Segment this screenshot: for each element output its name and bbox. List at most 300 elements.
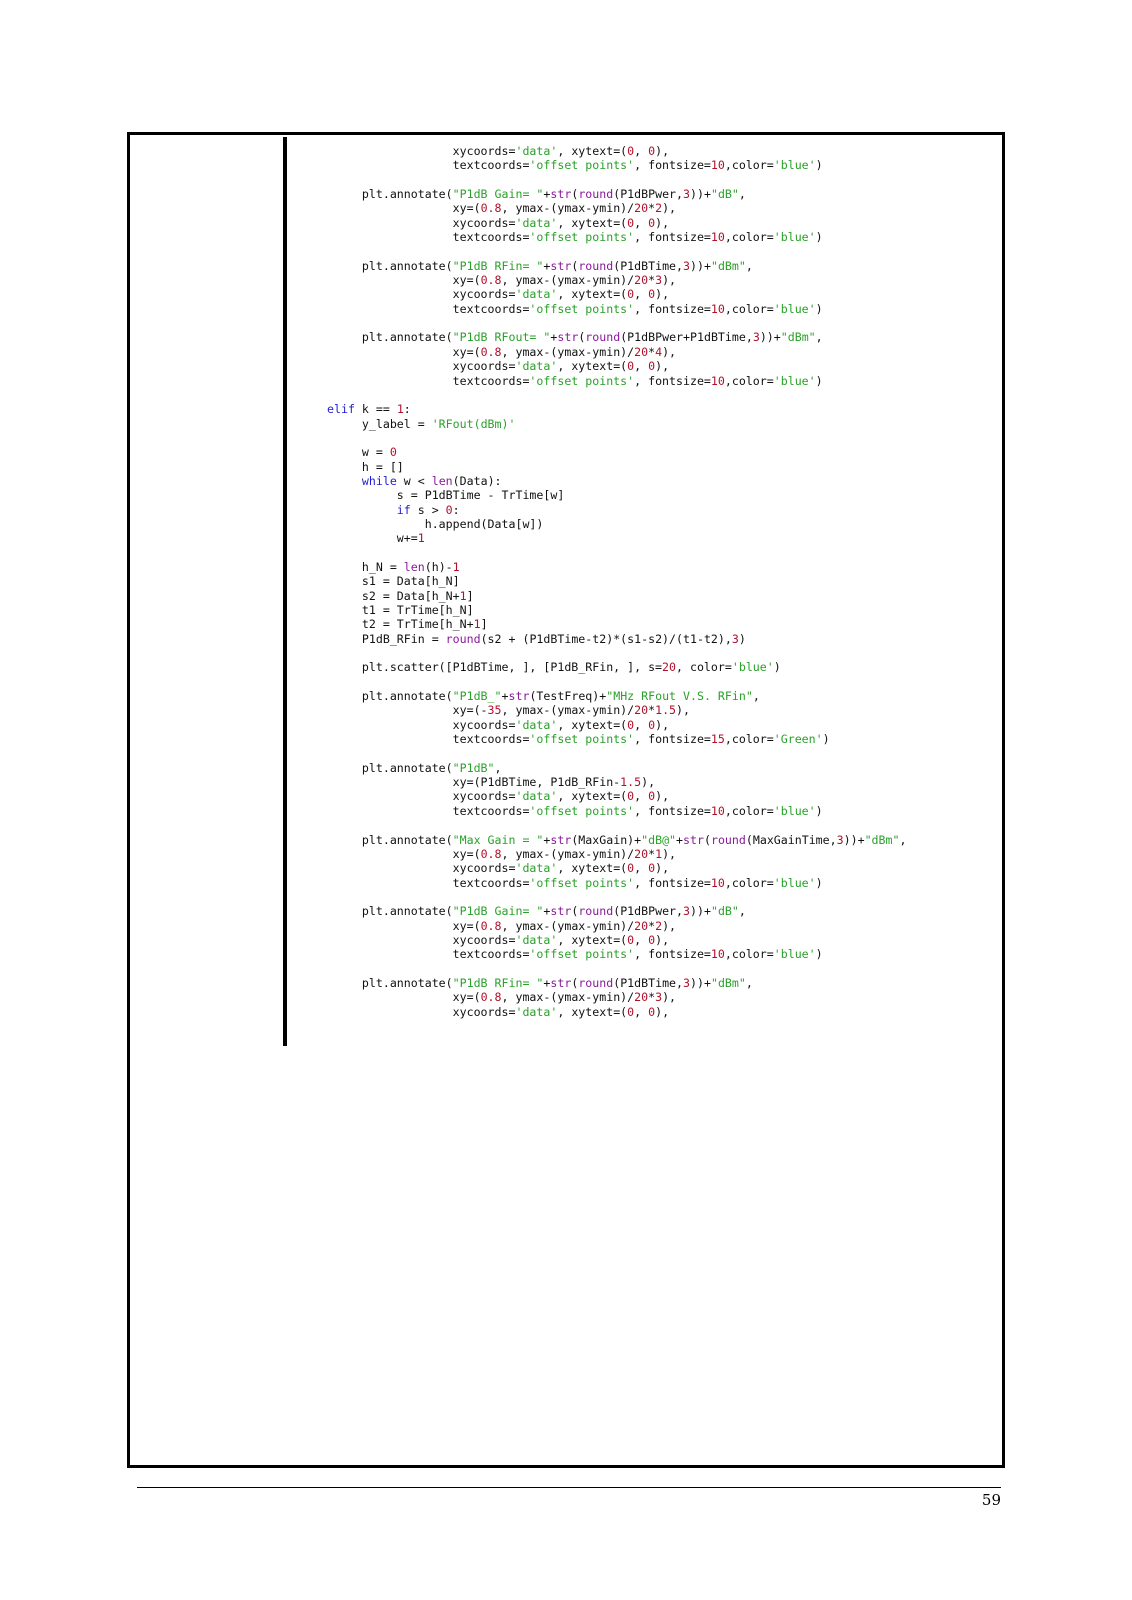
code-token: 3 xyxy=(655,990,663,1005)
code-token: 10 xyxy=(710,230,725,245)
code-token: ( xyxy=(571,258,579,273)
code-token: , xytext=( xyxy=(557,789,628,804)
code-token: textcoords= xyxy=(327,230,530,245)
code-token: , fontsize= xyxy=(634,301,711,316)
code-token: ,color= xyxy=(724,732,774,747)
code-token: ) xyxy=(815,301,823,316)
code-token: 'offset points' xyxy=(529,803,635,818)
code-token: ))+ xyxy=(690,258,711,273)
code-token: + xyxy=(501,689,509,704)
code-token: str xyxy=(550,832,572,847)
code-token: "dBm" xyxy=(710,258,746,273)
code-token: 0 xyxy=(627,789,635,804)
code-token: str xyxy=(508,689,530,704)
code-token: xy=( xyxy=(327,846,481,861)
code-token: 10 xyxy=(710,301,725,316)
code-token: (MaxGainTime, xyxy=(745,832,837,847)
code-token: ) xyxy=(815,373,823,388)
code-line xyxy=(327,761,906,775)
code-line xyxy=(327,1005,906,1019)
code-token: 0 xyxy=(627,932,635,947)
code-token: , xytext=( xyxy=(557,359,628,374)
code-line xyxy=(327,417,906,431)
code-token: 0.8 xyxy=(480,344,502,359)
code-line xyxy=(327,703,906,717)
code-token: , fontsize= xyxy=(634,875,711,890)
code-token: textcoords= xyxy=(327,947,530,962)
code-token: ,color= xyxy=(724,373,774,388)
code-token: ,color= xyxy=(724,947,774,962)
code-line xyxy=(327,990,906,1004)
code-token: round xyxy=(445,631,481,646)
code-token: 3 xyxy=(655,273,663,288)
code-token: 0 xyxy=(627,717,635,732)
code-line xyxy=(327,374,906,388)
code-token: ), xyxy=(676,703,691,718)
code-token: (P1dBPwer, xyxy=(613,904,684,919)
code-token: 0 xyxy=(627,215,635,230)
code-token: 0.8 xyxy=(480,273,502,288)
code-token: t2 = TrTime[h_N+ xyxy=(327,617,474,632)
code-token: h.append(Data[w]) xyxy=(327,516,544,531)
code-token: , ymax-(ymax-ymin)/ xyxy=(501,918,635,933)
code-token: 'offset points' xyxy=(529,875,635,890)
code-token: , ymax-(ymax-ymin)/ xyxy=(501,201,635,216)
code-line xyxy=(327,187,906,201)
code-token: ), xyxy=(655,359,670,374)
code-line xyxy=(327,460,906,474)
code-token: 0 xyxy=(648,1004,656,1019)
code-token: ( xyxy=(703,832,711,847)
code-token: t1 = TrTime[h_N] xyxy=(327,603,474,617)
code-line xyxy=(327,546,906,560)
code-line xyxy=(327,675,906,689)
code-token: s2 = Data[h_N+ xyxy=(327,588,460,603)
code-token: 'offset points' xyxy=(529,947,635,962)
code-line xyxy=(327,876,906,890)
code-line xyxy=(327,488,906,502)
code-token: 'offset points' xyxy=(529,732,635,747)
code-token: s > xyxy=(410,502,446,517)
code-token: 20 xyxy=(634,273,649,288)
code-token: + xyxy=(543,187,551,202)
code-token: ), xyxy=(662,990,677,1005)
code-token: , xyxy=(634,1004,649,1019)
code-token: 'offset points' xyxy=(529,158,635,173)
code-token: round xyxy=(578,187,614,202)
code-token: : xyxy=(452,502,460,517)
code-token: , xytext=( xyxy=(557,932,628,947)
code-token: xy=( xyxy=(327,344,481,359)
code-token: ,color= xyxy=(724,803,774,818)
code-line xyxy=(327,244,906,258)
code-token: len xyxy=(403,559,425,574)
code-token: plt.annotate( xyxy=(327,689,453,704)
code-line xyxy=(327,287,906,301)
code-token: xy=( xyxy=(327,273,481,288)
code-token: 10 xyxy=(710,158,725,173)
code-token: 35 xyxy=(487,703,502,718)
code-token: xy=(- xyxy=(327,703,488,718)
code-token: h = [] xyxy=(327,459,404,474)
code-token: , ymax-(ymax-ymin)/ xyxy=(501,990,635,1005)
code-token: 3 xyxy=(683,187,691,202)
code-token: 2 xyxy=(655,201,663,216)
code-line xyxy=(327,259,906,273)
code-line xyxy=(327,503,906,517)
code-token: round xyxy=(578,975,614,990)
code-token: (P1dBTime, xyxy=(613,258,684,273)
code-line xyxy=(327,302,906,316)
code-token: w < xyxy=(396,473,432,488)
code-token: plt.scatter([P1dBTime, ], [P1dB_RFin, ], s= xyxy=(327,660,663,675)
code-token: round xyxy=(578,904,614,919)
code-token: xy=( xyxy=(327,918,481,933)
code-token: 3 xyxy=(836,832,844,847)
code-listing xyxy=(327,144,906,1019)
code-token: round xyxy=(585,330,621,345)
code-token: 10 xyxy=(710,373,725,388)
code-token: textcoords= xyxy=(327,301,530,316)
code-token: , xyxy=(494,760,502,775)
code-line xyxy=(327,316,906,330)
code-token: ))+ xyxy=(690,187,711,202)
code-line xyxy=(327,746,906,760)
code-line xyxy=(327,933,906,947)
code-token: 'data' xyxy=(515,287,558,302)
code-token: 2 xyxy=(655,918,663,933)
code-token: ] xyxy=(466,588,474,603)
code-token: 0 xyxy=(648,215,656,230)
code-token: 'offset points' xyxy=(529,301,635,316)
code-token: ( xyxy=(571,975,579,990)
code-token: plt.annotate( xyxy=(327,760,453,775)
code-token: round xyxy=(578,258,614,273)
code-token: , xyxy=(634,287,649,302)
code-line xyxy=(327,201,906,215)
code-line xyxy=(327,431,906,445)
code-token: ), xyxy=(655,932,670,947)
code-line xyxy=(327,388,906,402)
code-token: 20 xyxy=(634,201,649,216)
code-token: 'blue' xyxy=(773,230,816,245)
code-token: 1 xyxy=(396,402,404,417)
code-token: 20 xyxy=(634,703,649,718)
code-token: 'data' xyxy=(515,932,558,947)
code-token: + xyxy=(676,832,684,847)
code-token: if xyxy=(327,502,411,517)
code-token: 20 xyxy=(634,918,649,933)
code-token: ), xyxy=(655,215,670,230)
code-token: : xyxy=(403,402,411,417)
code-token: ), xyxy=(662,918,677,933)
code-line xyxy=(327,173,906,187)
code-line xyxy=(327,359,906,373)
code-token: , xyxy=(634,717,649,732)
code-token: textcoords= xyxy=(327,803,530,818)
code-token: 'Green' xyxy=(773,732,823,747)
code-token: , xytext=( xyxy=(557,717,628,732)
code-token: , xyxy=(634,789,649,804)
code-token: 3 xyxy=(683,904,691,919)
code-token: ,color= xyxy=(724,158,774,173)
code-token: ))+ xyxy=(759,330,781,345)
code-token: xycoords= xyxy=(327,144,516,158)
code-token: 'data' xyxy=(515,359,558,374)
code-token: (MaxGain)+ xyxy=(571,832,642,847)
code-token: 10 xyxy=(710,947,725,962)
code-token: , xyxy=(634,932,649,947)
code-token: ,color= xyxy=(724,230,774,245)
code-token: "Max Gain = " xyxy=(452,832,544,847)
code-token: textcoords= xyxy=(327,158,530,173)
code-line xyxy=(327,402,906,416)
code-token: 'blue' xyxy=(773,373,816,388)
code-token: plt.annotate( xyxy=(327,187,453,202)
code-token: k == xyxy=(354,402,397,417)
code-token: str xyxy=(557,330,579,345)
code-token: + xyxy=(543,904,551,919)
code-token: "P1dB RFout= " xyxy=(452,330,551,345)
code-token: (P1dBPwer, xyxy=(613,187,684,202)
code-token: 0 xyxy=(648,359,656,374)
code-token: 10 xyxy=(710,803,725,818)
code-token: 'blue' xyxy=(773,301,816,316)
code-token: , ymax-(ymax-ymin)/ xyxy=(501,703,635,718)
code-token: xycoords= xyxy=(327,215,516,230)
code-token: 0 xyxy=(648,144,656,158)
code-token: 'data' xyxy=(515,717,558,732)
code-token: 'offset points' xyxy=(529,373,635,388)
code-token: xycoords= xyxy=(327,717,516,732)
code-token: ) xyxy=(815,875,823,890)
code-token: s = P1dBTime - TrTime[w] xyxy=(327,488,565,503)
code-token: "dB" xyxy=(710,187,739,202)
code-line xyxy=(327,560,906,574)
code-token: , xytext=( xyxy=(557,1004,628,1019)
code-line xyxy=(327,589,906,603)
code-token: , ymax-(ymax-ymin)/ xyxy=(501,344,635,359)
code-token: P1dB_RFin = xyxy=(327,631,446,646)
code-token: "P1dB Gain= " xyxy=(452,187,544,202)
code-token: 'blue' xyxy=(773,803,816,818)
code-token: 3 xyxy=(683,975,691,990)
code-line xyxy=(327,847,906,861)
code-token: ))+ xyxy=(690,904,711,919)
code-token: "MHz RFout V.S. RFin" xyxy=(606,689,753,704)
code-token: str xyxy=(550,258,572,273)
code-token: "P1dB RFin= " xyxy=(452,975,544,990)
code-margin-bar xyxy=(283,137,287,1046)
code-line xyxy=(327,919,906,933)
code-token: 1 xyxy=(452,559,460,574)
code-token: ) xyxy=(773,660,781,675)
code-line xyxy=(327,474,906,488)
code-token: 0 xyxy=(627,359,635,374)
code-token: ] xyxy=(480,617,488,632)
code-token: , color= xyxy=(676,660,732,675)
code-token: 1 xyxy=(473,617,481,632)
code-token: 3 xyxy=(752,330,760,345)
code-line xyxy=(327,775,906,789)
code-token: 'blue' xyxy=(773,875,816,890)
code-token: s1 = Data[h_N] xyxy=(327,574,460,589)
code-line xyxy=(327,976,906,990)
code-line xyxy=(327,230,906,244)
code-token: "dBm" xyxy=(710,975,746,990)
code-token: ) xyxy=(815,803,823,818)
code-token: 'blue' xyxy=(731,660,774,675)
code-token: ), xyxy=(655,861,670,876)
code-token: ( xyxy=(578,330,586,345)
code-token: 0 xyxy=(648,861,656,876)
code-token: ), xyxy=(655,789,670,804)
code-token: ) xyxy=(815,158,823,173)
code-line xyxy=(327,718,906,732)
code-token: 'data' xyxy=(515,215,558,230)
code-token: xycoords= xyxy=(327,932,516,947)
code-line xyxy=(327,962,906,976)
code-token: textcoords= xyxy=(327,373,530,388)
code-token: elif xyxy=(327,402,355,417)
code-token: 0.8 xyxy=(480,918,502,933)
code-token: 20 xyxy=(662,660,677,675)
code-token: "dB" xyxy=(710,904,739,919)
code-token: , fontsize= xyxy=(634,947,711,962)
code-token: 20 xyxy=(634,344,649,359)
code-token: * xyxy=(648,918,656,933)
code-token: , fontsize= xyxy=(634,158,711,173)
code-line xyxy=(327,617,906,631)
code-token: 'blue' xyxy=(773,158,816,173)
code-token: 1 xyxy=(459,588,467,603)
code-token: textcoords= xyxy=(327,875,530,890)
code-token: * xyxy=(648,201,656,216)
code-token: , xytext=( xyxy=(557,861,628,876)
code-token: , xytext=( xyxy=(557,215,628,230)
code-token: h_N = xyxy=(327,559,404,574)
code-token: "P1dB RFin= " xyxy=(452,258,544,273)
code-token: "dB@" xyxy=(641,832,677,847)
code-token: ), xyxy=(641,775,656,790)
code-line xyxy=(327,574,906,588)
code-line xyxy=(327,833,906,847)
code-line xyxy=(327,345,906,359)
code-token: ) xyxy=(738,631,746,646)
code-token: , xyxy=(634,359,649,374)
code-token: ), xyxy=(662,201,677,216)
code-line xyxy=(327,646,906,660)
code-line xyxy=(327,890,906,904)
code-token: ), xyxy=(655,144,670,158)
code-token: , fontsize= xyxy=(634,230,711,245)
code-token: 0 xyxy=(648,932,656,947)
code-token: 0 xyxy=(445,502,453,517)
code-token: 20 xyxy=(634,990,649,1005)
code-token: 15 xyxy=(710,732,725,747)
code-token: 0 xyxy=(627,1004,635,1019)
code-token: 0 xyxy=(627,144,635,158)
code-line xyxy=(327,818,906,832)
code-token: ,color= xyxy=(724,875,774,890)
code-token: ), xyxy=(662,846,677,861)
code-token: "dBm" xyxy=(864,832,900,847)
code-token: 4 xyxy=(655,344,663,359)
code-token: xy=(P1dBTime, P1dB_RFin- xyxy=(327,775,621,790)
code-token: * xyxy=(648,703,656,718)
code-line xyxy=(327,158,906,172)
code-token: + xyxy=(543,258,551,273)
code-token: , xytext=( xyxy=(557,144,628,158)
code-token: (TestFreq)+ xyxy=(529,689,607,704)
code-line xyxy=(327,517,906,531)
code-token: , fontsize= xyxy=(634,732,711,747)
code-token: 'blue' xyxy=(773,947,816,962)
code-token: + xyxy=(543,832,551,847)
code-token: (h)- xyxy=(424,559,453,574)
code-token: 1.5 xyxy=(620,775,642,790)
code-line xyxy=(327,603,906,617)
code-line xyxy=(327,789,906,803)
code-token: 0 xyxy=(648,789,656,804)
code-token: xycoords= xyxy=(327,359,516,374)
code-token: xy=( xyxy=(327,990,481,1005)
code-token: * xyxy=(648,990,656,1005)
code-line xyxy=(327,689,906,703)
code-token: 1 xyxy=(655,846,663,861)
code-token: (s2 + (P1dBTime-t2)*(s1-s2)/(t1-t2), xyxy=(480,631,732,646)
code-token: ))+ xyxy=(690,975,711,990)
code-token: str xyxy=(550,187,572,202)
code-token: , xyxy=(634,144,649,158)
code-token: 0 xyxy=(648,717,656,732)
code-token: 3 xyxy=(683,258,691,273)
code-token: , xyxy=(745,258,753,273)
code-token: 0.8 xyxy=(480,990,502,1005)
code-line xyxy=(327,273,906,287)
code-line xyxy=(327,660,906,674)
code-token: ( xyxy=(571,904,579,919)
code-token: 1.5 xyxy=(655,703,677,718)
code-token: (Data): xyxy=(452,473,502,488)
code-token: str xyxy=(550,975,572,990)
code-line xyxy=(327,947,906,961)
code-token: ) xyxy=(822,732,830,747)
code-token: , xyxy=(738,904,746,919)
code-token: "P1dB" xyxy=(452,760,495,775)
code-token: plt.annotate( xyxy=(327,258,453,273)
code-token: plt.annotate( xyxy=(327,832,453,847)
code-token: , ymax-(ymax-ymin)/ xyxy=(501,273,635,288)
code-token: ), xyxy=(655,1004,670,1019)
code-token: w+= xyxy=(327,531,418,546)
code-token: , fontsize= xyxy=(634,803,711,818)
code-token: 'data' xyxy=(515,144,558,158)
code-token: "P1dB_" xyxy=(452,689,502,704)
code-token: 0.8 xyxy=(480,201,502,216)
code-token: len xyxy=(431,473,453,488)
code-token: (P1dBPwer+P1dBTime, xyxy=(620,330,753,345)
code-token: w = xyxy=(327,445,390,460)
code-token: ,color= xyxy=(724,301,774,316)
code-token: 0 xyxy=(648,287,656,302)
code-token: "P1dB Gain= " xyxy=(452,904,544,919)
code-line xyxy=(327,445,906,459)
code-token: while xyxy=(327,473,397,488)
code-token: ), xyxy=(662,344,677,359)
code-token: , xyxy=(738,187,746,202)
code-token: 3 xyxy=(731,631,739,646)
